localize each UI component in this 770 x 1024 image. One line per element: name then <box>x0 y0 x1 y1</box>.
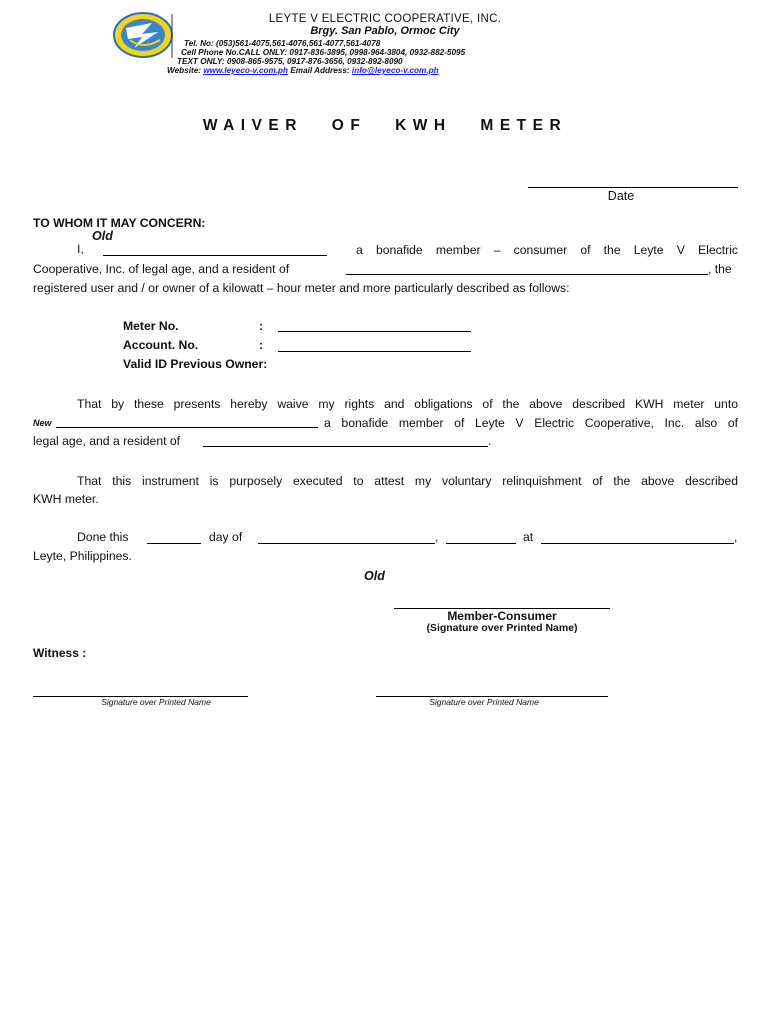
email-link[interactable]: info@leyeco-v.com.ph <box>351 66 439 75</box>
para1-line1: a bonafide member – consumer of the Leyte V Electric <box>356 243 738 257</box>
email-label: Email Address: <box>290 66 350 75</box>
company-web-line <box>167 66 439 75</box>
month-field[interactable] <box>258 543 435 544</box>
company-address: Brgy. San Pablo, Ormoc City <box>310 25 460 37</box>
member-signature-caption: (Signature over Printed Name) <box>426 622 578 634</box>
old-owner-residence-field[interactable] <box>346 274 708 275</box>
para1-line2: Cooperative, Inc. of legal age, and a resident of <box>33 262 290 276</box>
new-owner-label: New <box>33 418 52 428</box>
meter-no-label: Meter No. <box>123 319 179 333</box>
witness1-caption: Signature over Printed Name <box>101 697 211 707</box>
day-of: day of <box>209 530 243 544</box>
company-text-only: TEXT ONLY: 0908-865-9575, 0917-876-3656, 0932-892-8090 <box>177 57 403 66</box>
new-owner-residence-field[interactable] <box>203 446 488 447</box>
place-field[interactable] <box>541 543 734 544</box>
meter-no-field[interactable] <box>278 331 471 332</box>
done-this: Done this <box>77 530 129 544</box>
account-no-label: Account. No. <box>123 338 199 352</box>
meter-no-colon: : <box>259 319 264 333</box>
salutation: TO WHOM IT MAY CONCERN: <box>33 216 206 230</box>
old-owner-label: Old <box>92 229 113 243</box>
para3-line2: KWH meter. <box>33 492 99 506</box>
company-tel: Tel. No: (053)561-4075,561-4076,561-4077,561-4078 <box>184 39 381 48</box>
day-field[interactable] <box>147 543 201 544</box>
account-no-colon: : <box>259 338 264 352</box>
para2-line3-end: . <box>488 434 492 448</box>
comma-1: , <box>435 530 439 544</box>
member-consumer-label: Member-Consumer <box>447 609 557 623</box>
para2-line2: a bonafide member of Leyte V Electric Cooperative, Inc. also of <box>324 416 738 430</box>
witness2-caption: Signature over Printed Name <box>429 697 539 707</box>
document-title: WAIVER OF KWH METER <box>202 117 568 134</box>
para1-line3: registered user and / or owner of a kilowatt – hour meter and more particularly described as follows: <box>33 281 570 295</box>
para3-line1: That this instrument is purposely executed to attest my voluntary relinquishment of the above described <box>77 474 738 488</box>
para2-line3: legal age, and a resident of <box>33 434 181 448</box>
at-label: at <box>523 530 534 544</box>
para4-line2: Leyte, Philippines. <box>33 549 132 563</box>
company-cell: Cell Phone No.CALL ONLY: 0917-836-3895, 0998-964-3804, 0932-882-5095 <box>181 48 466 57</box>
date-line[interactable] <box>528 187 738 188</box>
website-label: Website: <box>167 66 201 75</box>
para2-line1: That by these presents hereby waive my rights and obligations of the above described KWH meter unto <box>77 397 738 411</box>
signature-old-label: Old <box>364 569 385 583</box>
year-field[interactable] <box>446 543 516 544</box>
para1-line2-end: , the <box>708 262 732 276</box>
witness-label: Witness : <box>33 646 87 660</box>
old-owner-name-field[interactable] <box>103 255 327 256</box>
website-link[interactable]: www.leyeco-v.com.ph <box>203 66 289 75</box>
company-name: LEYTE V ELECTRIC COOPERATIVE, INC. <box>268 13 502 25</box>
new-owner-name-field[interactable] <box>56 427 318 428</box>
date-label: Date <box>607 189 635 203</box>
account-no-field[interactable] <box>278 351 471 352</box>
valid-id-label: Valid ID Previous Owner: <box>123 357 268 371</box>
comma-2: , <box>734 530 738 544</box>
para1-i: I, <box>77 242 84 256</box>
